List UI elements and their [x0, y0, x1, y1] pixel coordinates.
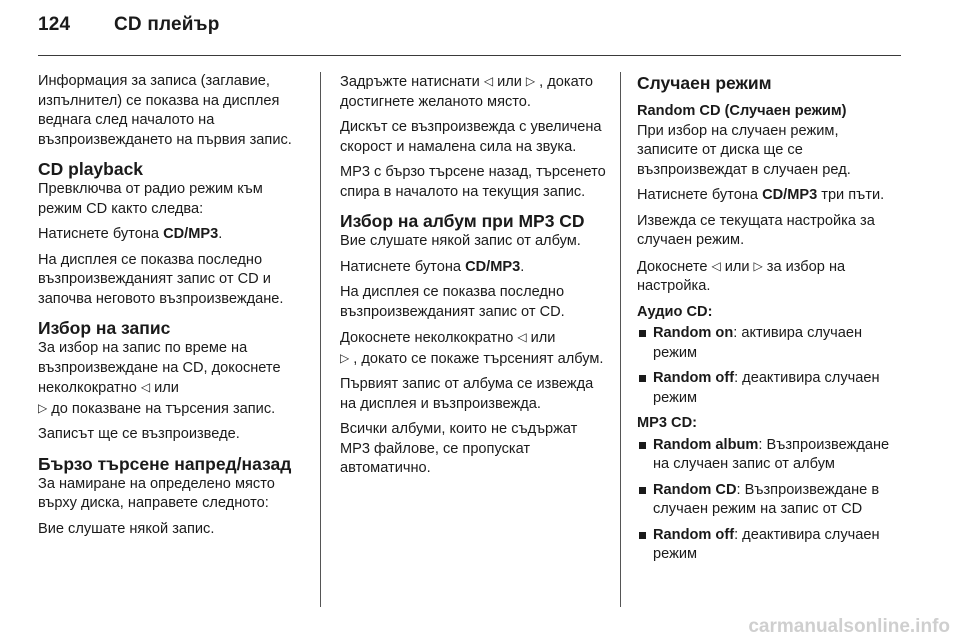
page-number: 124 — [38, 14, 71, 35]
option-key: Random CD — [653, 481, 737, 498]
cd-mp3-button-label: CD/MP3 — [465, 258, 521, 275]
first-track-paragraph: Първият запис от албума се извежда на дисплея и възпроизвежда. — [340, 376, 594, 412]
select-paragraph — [38, 339, 310, 419]
press-button-paragraph — [38, 225, 310, 245]
hold-text-1: Задръжте натиснати — [340, 74, 480, 90]
list-item — [637, 369, 903, 408]
page-title: CD плейър — [114, 14, 220, 35]
album-listen-paragraph: Вие слушате някой запис от албум. — [340, 233, 581, 249]
heading-fast-search: Бързо търсене напред/назад — [38, 453, 292, 474]
listen-paragraph: Вие слушате някой запис. — [38, 520, 215, 537]
touch-or: или — [724, 258, 750, 275]
list-item — [637, 526, 903, 565]
touch-text-2: за избор на настройка. — [637, 258, 846, 294]
option-text: : Възпроизвеждане в случаен режим на запис от CD — [653, 481, 880, 517]
list-item — [637, 436, 903, 475]
option-text: : деактивира случаен режим — [653, 526, 880, 562]
fast-paragraph: За намиране на определено място върху диска, направете следното: — [38, 475, 275, 511]
triangle-left-icon: ◁ — [711, 258, 721, 273]
hold-paragraph — [340, 72, 610, 112]
option-key: Random off — [653, 526, 735, 543]
heading-cd-playback: CD playback — [38, 159, 144, 179]
cd-mp3-button-label: CD/MP3 — [762, 187, 818, 203]
touch-text-1: Докоснете неколкократно — [340, 330, 514, 346]
select-text-2: до показване на търсения запис. — [51, 400, 276, 417]
touch-text-1: Докоснете — [637, 258, 708, 275]
triangle-right-icon: ▷ — [753, 258, 763, 273]
page-header — [38, 14, 220, 36]
touch-paragraph — [340, 328, 610, 369]
heading-audio-cd: Аудио CD: — [637, 303, 713, 320]
mp3-search-paragraph: MP3 с бързо търсене назад, търсенето спира в началото на текущия запис. — [340, 164, 606, 200]
watermark: carmanualsonline.info — [748, 616, 950, 637]
cd-mp3-button-label: CD/MP3 — [163, 226, 219, 242]
header-rule — [38, 55, 901, 56]
disc-paragraph: Дискът се възпроизвежда с увеличена скорост и намалена сила на звука. — [340, 119, 602, 155]
press-end: три пъти. — [817, 187, 885, 203]
press-end: . — [218, 226, 223, 242]
heading-mp3-cd: MP3 CD: — [637, 415, 697, 431]
list-item — [637, 324, 903, 363]
press-text: Натиснете бутона — [38, 226, 164, 242]
option-key: Random on — [653, 325, 734, 341]
switch-paragraph: Превключва от радио режим към режим CD както следва: — [38, 181, 263, 217]
triangle-left-icon: ◁ — [140, 380, 151, 394]
column-divider-1 — [320, 72, 321, 607]
press-text: Натиснете бутона — [637, 187, 763, 203]
press-button-paragraph — [637, 186, 903, 206]
hold-or: или — [497, 74, 522, 90]
option-key: Random album — [653, 436, 759, 453]
heading-select-track: Избор на запис — [38, 318, 171, 338]
select-text-1: За избор на запис по време на възпроизвеждане на CD, докоснете неколкократно — [38, 340, 281, 396]
column-divider-2 — [620, 72, 621, 607]
option-text: : активира случаен режим — [653, 325, 863, 361]
triangle-right-icon: ▷ — [525, 74, 536, 88]
column-3 — [637, 72, 903, 571]
touch-or: или — [530, 330, 556, 346]
shows-paragraph: Извежда се текущата настройка за случаен режим. — [637, 212, 875, 248]
random-paragraph: При избор на случаен режим, записите от диска ще се възпроизвеждат в случаен ред. — [637, 122, 851, 178]
list-item — [637, 481, 903, 520]
touch-text-2: , докато се покаже търсеният албум. — [353, 350, 604, 367]
option-text: : Възпроизвеждане на случаен запис от албум — [653, 436, 890, 472]
column-2 — [340, 72, 610, 485]
option-text: : деактивира случаен режим — [653, 370, 880, 406]
subheading-random-cd: Random CD (Случаен режим) — [637, 103, 847, 119]
display-paragraph: На дисплея се показва последно възпроизвежданият запис от CD и започва неговото възпроизвеждане. — [38, 251, 284, 307]
heading-random-mode: Случаен режим — [637, 73, 772, 93]
triangle-right-icon: ▷ — [38, 400, 48, 415]
all-albums-paragraph: Всички албуми, които не съдържат MP3 файлове, се пропускат автоматично. — [340, 421, 578, 476]
triangle-right-icon: ▷ — [340, 350, 350, 365]
press-text: Натиснете бутона — [340, 258, 466, 275]
hold-text-2: , докато достигнете желаното място. — [340, 74, 594, 110]
press-button-paragraph — [340, 258, 610, 278]
triangle-left-icon: ◁ — [517, 330, 527, 344]
will-play-paragraph: Записът ще се възпроизведе. — [38, 426, 240, 442]
select-or: или — [154, 380, 179, 396]
option-key: Random off — [653, 370, 735, 386]
triangle-left-icon: ◁ — [483, 74, 494, 88]
intro-paragraph: Информация за записа (заглавие, изпълнител) се показва на дисплея веднага след началото на възпроизвеждането на първия запис. — [38, 73, 292, 148]
heading-album-select: Избор на албум при MP3 CD — [340, 211, 585, 231]
touch-paragraph — [637, 257, 903, 297]
press-end: . — [520, 258, 525, 275]
column-1 — [38, 72, 310, 545]
display-paragraph: На дисплея се показва последно възпроизвежданият запис от CD. — [340, 284, 565, 320]
